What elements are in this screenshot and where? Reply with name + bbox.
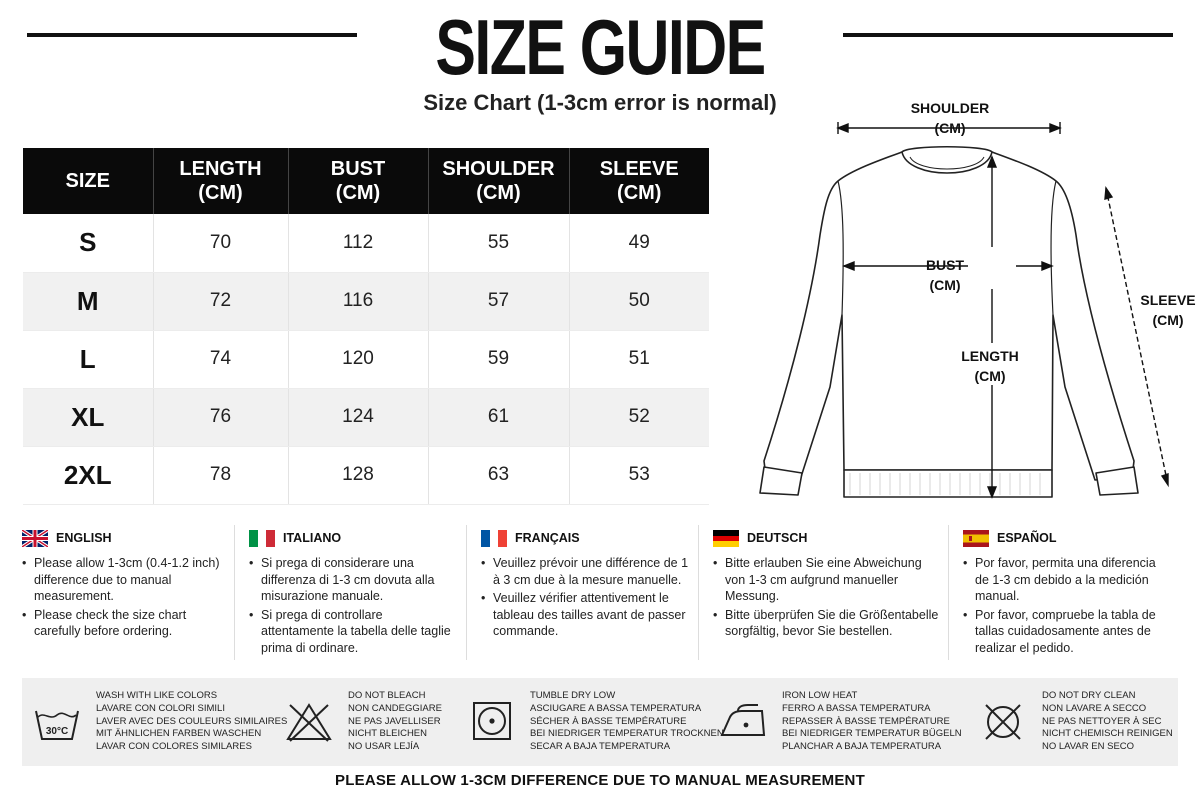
- measurement-cell: 112: [288, 214, 428, 272]
- measurement-cell: 124: [288, 388, 428, 446]
- measurement-cell: 57: [428, 272, 569, 330]
- care-line: PLANCHAR A BAJA TEMPERATURA: [782, 741, 942, 753]
- col-header-label: SLEEVE (CM): [599, 158, 679, 204]
- sleeve-unit-label: (CM): [1152, 312, 1184, 328]
- care-line: NICHT CHEMISCH REINIGEN: [1042, 728, 1173, 740]
- wash-30c-icon: [32, 699, 82, 745]
- table-row: [23, 272, 709, 330]
- size-cell: M: [23, 272, 153, 330]
- iron-low-heat-icon: [718, 699, 768, 745]
- length-label: LENGTH: [961, 348, 1019, 364]
- measurement-cell: 78: [153, 446, 288, 504]
- care-line: LAVER AVEC DES COULEURS SIMILAIRES: [96, 715, 288, 727]
- care-item-iron: [718, 678, 962, 766]
- sweater-illustration: [740, 95, 1200, 510]
- wash-temp-label: 30°C: [45, 726, 69, 737]
- header-left-rule: [27, 33, 357, 37]
- care-line: NE PAS JAVELLISER: [348, 715, 441, 727]
- col-header-shoulder: [428, 148, 569, 214]
- care-line: IRON LOW HEAT: [782, 690, 858, 701]
- care-line: NON CANDEGGIARE: [348, 702, 442, 714]
- measurement-cell: 61: [428, 388, 569, 446]
- care-instructions: [22, 678, 1178, 766]
- lang-bullet: • Veuillez vérifier attentivement le tableau des tailles avant de passer commande.: [481, 590, 690, 640]
- care-line: BEI NIEDRIGER TEMPERATUR BÜGELN: [782, 728, 962, 740]
- italy-flag-icon: [249, 530, 275, 547]
- col-header-length: [153, 148, 288, 214]
- size-cell: 2XL: [23, 446, 153, 504]
- measurement-cell: 63: [428, 446, 569, 504]
- col-header-label: SHOULDER (CM): [442, 158, 555, 204]
- shoulder-label: SHOULDER: [910, 100, 990, 116]
- care-line: BEI NIEDRIGER TEMPERATUR TROCKNEN: [530, 728, 724, 740]
- lang-col-italiano: [234, 525, 466, 660]
- care-line: DO NOT BLEACH: [348, 690, 426, 701]
- col-header-label: LENGTH (CM): [179, 158, 262, 204]
- germany-flag-icon: [713, 530, 739, 547]
- measurement-cell: 70: [153, 214, 288, 272]
- lang-name: ITALIANO: [283, 531, 342, 545]
- sleeve-label: SLEEVE: [1140, 292, 1196, 308]
- page-title: SIZE GUIDE: [435, 3, 765, 91]
- language-notes: [0, 525, 1200, 660]
- lang-name: ESPAÑOL: [997, 531, 1057, 545]
- size-chart-table: [23, 148, 709, 505]
- lang-col-espanol: [948, 525, 1178, 660]
- lang-bullet: • Bitte überprüfen Sie die Größentabelle sorgfältig, bevor Sie bestellen.: [713, 607, 940, 640]
- length-unit-label: (CM): [974, 368, 1006, 384]
- care-item-wash: [32, 678, 287, 766]
- sweater-outline-icon: [760, 147, 1138, 497]
- lang-col-francais: [466, 525, 698, 660]
- measurement-cell: 52: [569, 388, 709, 446]
- measurement-cell: 120: [288, 330, 428, 388]
- care-line: ASCIUGARE A BASSA TEMPERATURA: [530, 702, 702, 714]
- lang-bullet: • Si prega di controllare attentamente la tabella delle taglie prima di ordinare.: [249, 607, 458, 657]
- col-header-sleeve: [569, 148, 709, 214]
- lang-col-english: [22, 525, 244, 660]
- footer-note: PLEASE ALLOW 1-3CM DIFFERENCE DUE TO MANUAL MEASUREMENT: [335, 772, 865, 789]
- measurement-cell: 72: [153, 272, 288, 330]
- measurement-cell: 50: [569, 272, 709, 330]
- care-line: FERRO A BASSA TEMPERATURA: [782, 702, 931, 714]
- lang-bullet: • Por favor, compruebe la tabla de tallas cuidadosamente antes de realizar el pedido.: [963, 607, 1170, 657]
- care-item-bleach: [284, 678, 442, 766]
- measurement-cell: 51: [569, 330, 709, 388]
- measurement-cell: 53: [569, 446, 709, 504]
- care-line: TUMBLE DRY LOW: [530, 690, 616, 701]
- lang-name: FRANÇAIS: [515, 531, 580, 545]
- sweater-measurement-diagram: [740, 95, 1200, 510]
- lang-bullet: • Please check the size chart carefully before ordering.: [22, 607, 236, 640]
- care-line: NE PAS NETTOYER À SEC: [1042, 715, 1162, 727]
- size-cell: S: [23, 214, 153, 272]
- do-not-dry-clean-icon: [978, 699, 1028, 745]
- table-row: [23, 330, 709, 388]
- care-line: NO USAR LEJÍA: [348, 741, 420, 753]
- table-row: [23, 214, 709, 272]
- measurement-cell: 59: [428, 330, 569, 388]
- care-line: WASH WITH LIKE COLORS: [96, 690, 218, 701]
- col-header-label: BUST (CM): [330, 158, 386, 204]
- table-header-row: [23, 148, 709, 214]
- tumble-dry-low-icon: [466, 699, 516, 745]
- lang-name: ENGLISH: [56, 531, 112, 545]
- care-line: NON LAVARE A SECCO: [1042, 702, 1147, 714]
- care-line: LAVAR CON COLORES SIMILARES: [96, 741, 252, 753]
- measurement-cell: 55: [428, 214, 569, 272]
- measurement-cell: 128: [288, 446, 428, 504]
- care-line: DO NOT DRY CLEAN: [1042, 690, 1136, 701]
- care-line: MIT ÄHNLICHEN FARBEN WASCHEN: [96, 728, 262, 740]
- care-line: REPASSER À BASSE TEMPÉRATURE: [782, 715, 950, 727]
- measurement-cell: 74: [153, 330, 288, 388]
- lang-bullet: • Bitte erlauben Sie eine Abweichung von 1-3 cm aufgrund manueller Messung.: [713, 555, 940, 605]
- france-flag-icon: [481, 530, 507, 547]
- measurement-cell: 116: [288, 272, 428, 330]
- care-line: LAVARE CON COLORI SIMILI: [96, 702, 225, 714]
- care-line: NICHT BLEICHEN: [348, 728, 428, 740]
- care-line: SECAR A BAJA TEMPERATURA: [530, 741, 671, 753]
- measurement-cell: 76: [153, 388, 288, 446]
- col-header-size: [23, 148, 153, 214]
- size-cell: XL: [23, 388, 153, 446]
- size-cell: L: [23, 330, 153, 388]
- lang-bullet: • Please allow 1-3cm (0.4-1.2 inch) difference due to manual measurement.: [22, 555, 236, 605]
- page-subtitle: Size Chart (1-3cm error is normal): [423, 90, 777, 115]
- measurement-cell: 49: [569, 214, 709, 272]
- care-line: SÉCHER À BASSE TEMPÉRATURE: [530, 715, 687, 727]
- col-header-bust: [288, 148, 428, 214]
- lang-name: DEUTSCH: [747, 531, 808, 545]
- care-item-tumble-dry: [466, 678, 724, 766]
- shoulder-unit-label: (CM): [934, 120, 966, 136]
- do-not-bleach-icon: [284, 699, 334, 745]
- table-row: [23, 446, 709, 504]
- lang-bullet: • Veuillez prévoir une différence de 1 à 3 cm due à la mesure manuelle.: [481, 555, 690, 588]
- lang-bullet: • Si prega di considerare una differenza di 1-3 cm dovuta alla misurazione manuale.: [249, 555, 458, 605]
- lang-bullet: • Por favor, permita una diferencia de 1-3 cm debido a la medición manual.: [963, 555, 1170, 605]
- care-item-dry-clean: [978, 678, 1173, 766]
- care-line: NO LAVAR EN SECO: [1042, 741, 1135, 753]
- bust-unit-label: (CM): [929, 277, 961, 293]
- header-right-rule: [843, 33, 1173, 37]
- table-row: [23, 388, 709, 446]
- bust-label: BUST: [925, 257, 965, 273]
- uk-flag-icon: [22, 530, 48, 547]
- col-header-label: SIZE: [65, 170, 110, 192]
- spain-flag-icon: [963, 530, 989, 547]
- lang-col-deutsch: [698, 525, 948, 660]
